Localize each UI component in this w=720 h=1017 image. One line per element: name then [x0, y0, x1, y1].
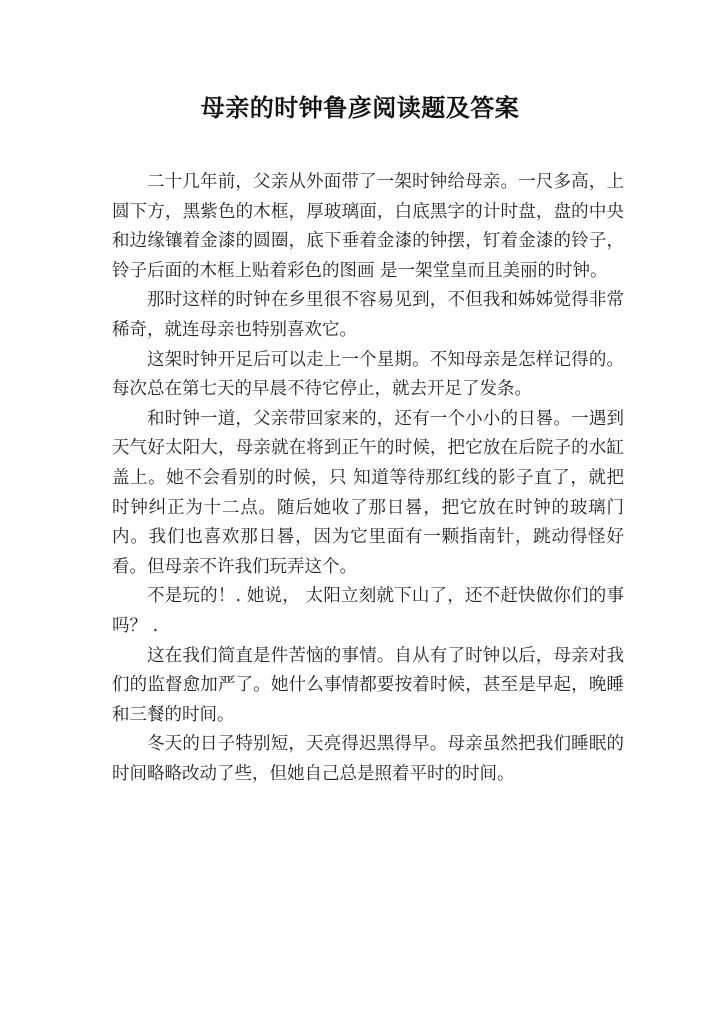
paragraph: 不是玩的！. 她说， 太阳立刻就下山了，还不赶快做你们的事吗？ .	[112, 586, 624, 636]
document-title: 母亲的时钟鲁彦阅读题及答案	[200, 94, 520, 122]
paragraph: 和时钟一道，父亲带回家来的，还有一个小小的日晷。一遇到天气好太阳大，母亲就在将到正午的时候，把它放在后院子的水缸盖上。她不会看别的时候，只 知道等待那红线的影子直了，就把时钟纠正为十二点。随后她收了那日晷，把它放在时钟的玻璃门内。我们也喜欢那日晷，因为它里面有一颗指南针，跳动得怪好 看。但母亲不许我们玩弄这个。	[112, 408, 624, 577]
paragraph: 这架时钟开足后可以走上一个星期。不知母亲是怎样记得的。每次总在第七天的早晨不待它停止，就去开足了发条。	[112, 349, 624, 400]
paragraph: 二十几年前，父亲从外面带了一架时钟给母亲。一尺多高，上圆下方，黑紫色的木框，厚玻璃面，白底黑字的计时盘，盘的中央和边缘镶着金漆的圆圈，底下垂着金漆的钟摆，钉着金漆的铃子，铃子后面的木框上贴着彩色的图画 是一架堂皇而且美丽的时钟。	[112, 172, 624, 281]
document-body	[112, 168, 624, 789]
paragraph: 冬天的日子特别短，天亮得迟黑得早。母亲虽然把我们睡眠的时间略略改动了些，但她自己总是照着平时的时间。	[112, 734, 624, 784]
paragraph: 那时这样的时钟在乡里很不容易见到，不但我和姊姊觉得非常稀奇，就连母亲也特别喜欢它。	[112, 290, 624, 340]
paragraph: 这在我们简直是件苦恼的事情。自从有了时钟以后，母亲对我们的监督愈加严了。她什么事情都要按着时候，甚至是早起，晚睡和三餐的时间。	[112, 645, 624, 725]
